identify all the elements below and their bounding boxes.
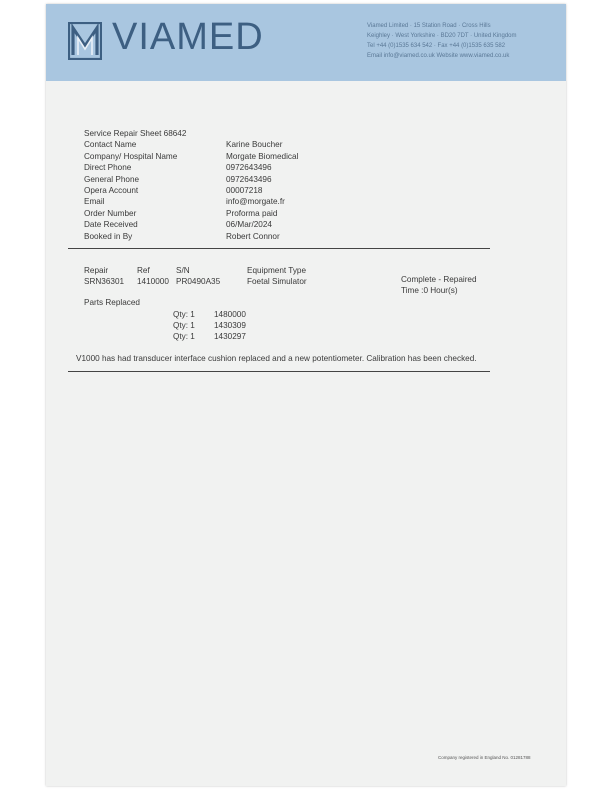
equipment-type: Foetal Simulator xyxy=(247,277,307,286)
field-label: Order Number xyxy=(84,208,137,218)
address-line: Tel +44 (0)1535 634 542 · Fax +44 (0)1535 635 582 xyxy=(367,43,506,49)
address-line: Keighley · West Yorkshire · BD20 7DT · United Kingdom xyxy=(367,33,517,39)
equipment-header: Equipment Type xyxy=(247,266,307,275)
repair-table-header xyxy=(84,266,384,277)
sn-header: S/N xyxy=(176,266,190,275)
company-registration: Company registered in England No. 01281788 xyxy=(438,755,531,760)
repair-number: SRN36301 xyxy=(84,277,125,286)
field-row xyxy=(84,231,298,242)
repair-header: Repair xyxy=(84,266,109,275)
part-qty: Qty: 1 xyxy=(173,332,195,342)
viamed-logo-icon xyxy=(68,22,102,60)
field-label: Direct Phone xyxy=(84,163,132,173)
part-number: 1430297 xyxy=(214,332,246,342)
field-row xyxy=(84,208,298,219)
address-line: Email info@viamed.co.uk Website www.viamed.co.uk xyxy=(367,53,510,59)
sheet-title: Service Repair Sheet 68642 xyxy=(84,129,187,138)
field-row xyxy=(84,139,298,150)
field-value: Morgate Biomedical xyxy=(226,151,299,161)
parts-list xyxy=(173,309,246,343)
ref-number: 1410000 xyxy=(137,277,169,286)
field-label: Contact Name xyxy=(84,140,137,150)
field-label: Email xyxy=(84,197,105,207)
repair-sheet-page xyxy=(46,4,566,786)
address-line: Viamed Limited · 15 Station Road · Cross Hills xyxy=(367,23,491,29)
field-value: 00007218 xyxy=(226,185,263,195)
field-value: Robert Connor xyxy=(226,231,280,241)
repair-notes: V1000 has had transducer interface cushion replaced and a new potentiometer. Calibration has been checked. xyxy=(76,354,477,363)
ref-header: Ref xyxy=(137,266,150,275)
repair-status xyxy=(401,274,477,296)
serial-number: PR0490A35 xyxy=(176,277,221,286)
letterhead xyxy=(46,4,566,81)
part-row xyxy=(173,320,246,331)
part-qty: Qty: 1 xyxy=(173,321,195,331)
part-row xyxy=(173,331,246,342)
company-address xyxy=(367,21,562,61)
divider xyxy=(68,248,490,249)
part-row xyxy=(173,309,246,320)
field-row xyxy=(84,174,298,185)
field-value: Proforma paid xyxy=(226,208,278,218)
status-text: Complete - Repaired xyxy=(401,275,477,284)
field-label: General Phone xyxy=(84,174,140,184)
repair-row xyxy=(84,277,384,288)
parts-title: Parts Replaced xyxy=(84,298,140,307)
field-label: Booked in By xyxy=(84,231,133,241)
field-value: 0972643496 xyxy=(226,174,272,184)
sheet-details xyxy=(84,128,298,242)
divider xyxy=(68,371,490,372)
field-row xyxy=(84,151,298,162)
time-text: Time :0 Hour(s) xyxy=(401,286,458,295)
part-qty: Qty: 1 xyxy=(173,310,195,319)
field-row xyxy=(84,162,298,173)
field-row xyxy=(84,196,298,207)
field-value: Karine Boucher xyxy=(226,140,283,150)
field-row xyxy=(84,185,298,196)
field-value: info@morgate.fr xyxy=(226,197,285,207)
field-value: 06/Mar/2024 xyxy=(226,220,272,230)
part-number: 1480000 xyxy=(214,310,246,319)
part-number: 1430309 xyxy=(214,321,246,331)
brand-name: VIAMED xyxy=(112,16,264,58)
field-label: Opera Account xyxy=(84,185,139,195)
field-label: Company/ Hospital Name xyxy=(84,151,178,161)
field-label: Date Received xyxy=(84,220,138,230)
field-value: 0972643496 xyxy=(226,163,272,173)
field-row xyxy=(84,219,298,230)
